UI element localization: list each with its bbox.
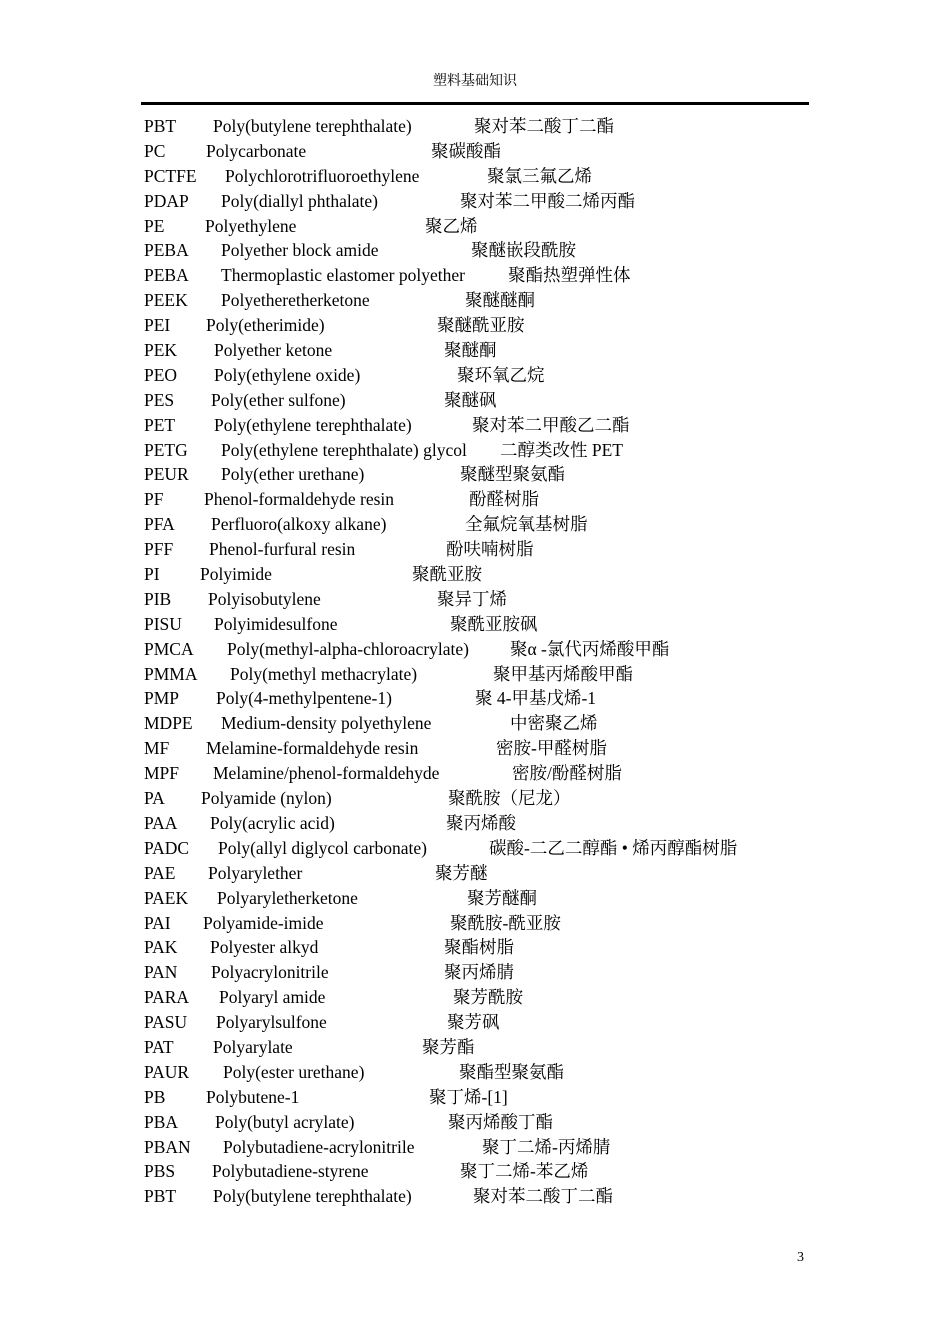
entry-english-name: Melamine/phenol-formaldehyde bbox=[213, 763, 440, 784]
entry-abbreviation: PEUR bbox=[144, 464, 189, 485]
entry-abbreviation: PF bbox=[144, 489, 164, 510]
entry-abbreviation: PDAP bbox=[144, 190, 189, 211]
entry-english-name: Polyarylether bbox=[208, 862, 303, 883]
entry-english-name: Phenol-formaldehyde resin bbox=[204, 489, 395, 510]
entry-abbreviation: PISU bbox=[144, 613, 182, 634]
entry-chinese-name: 聚对苯二甲酸乙二酯 bbox=[472, 414, 630, 435]
entry-chinese-name: 聚醚型聚氨酯 bbox=[460, 464, 565, 485]
entry-english-name: Polyamide-imide bbox=[203, 912, 324, 933]
entry-abbreviation: PBAN bbox=[144, 1136, 191, 1157]
entry-chinese-name: 聚芳醚酮 bbox=[467, 887, 537, 908]
entry-abbreviation: PBA bbox=[144, 1111, 179, 1132]
entry-chinese-name: 聚醚砜 bbox=[444, 389, 497, 410]
entry-chinese-name: 聚 4-甲基戊烯-1 bbox=[475, 688, 597, 709]
entry-abbreviation: PMP bbox=[144, 688, 180, 709]
header-rule bbox=[141, 102, 809, 105]
entry-english-name: Poly(methyl methacrylate) bbox=[230, 663, 418, 684]
entry-english-name: Polyethylene bbox=[205, 215, 297, 236]
entry-abbreviation: PET bbox=[144, 414, 176, 435]
entry-abbreviation: PMMA bbox=[144, 663, 198, 684]
entry-chinese-name: 聚氯三氟乙烯 bbox=[487, 165, 592, 186]
entry-chinese-name: 聚芳酰胺 bbox=[453, 987, 523, 1008]
entry-chinese-name: 聚芳醚 bbox=[435, 862, 488, 883]
entry-english-name: Polyether block amide bbox=[221, 240, 379, 261]
entry-abbreviation: PAE bbox=[144, 862, 176, 883]
entry-english-name: Thermoplastic elastomer polyether bbox=[221, 265, 465, 286]
entry-chinese-name: 聚甲基丙烯酸甲酯 bbox=[493, 663, 633, 684]
entry-english-name: Poly(acrylic acid) bbox=[210, 812, 335, 833]
entry-english-name: Polyamide (nylon) bbox=[201, 788, 332, 809]
entry-chinese-name: 酚呋喃树脂 bbox=[446, 539, 534, 560]
entry-abbreviation: PAEK bbox=[144, 887, 189, 908]
page-header-title: 塑料基础知识 bbox=[433, 74, 517, 89]
entry-english-name: Poly(methyl-alpha-chloroacrylate) bbox=[227, 638, 469, 659]
entry-abbreviation: PAN bbox=[144, 962, 178, 983]
entry-abbreviation: PFA bbox=[144, 514, 175, 535]
page-number: 3 bbox=[797, 1250, 804, 1265]
entry-english-name: Poly(ester urethane) bbox=[223, 1061, 365, 1082]
entry-abbreviation: PE bbox=[144, 215, 165, 236]
entry-chinese-name: 聚丁烯-[1] bbox=[429, 1086, 508, 1107]
entry-english-name: Polyaryletherketone bbox=[217, 887, 358, 908]
entry-abbreviation: PB bbox=[144, 1086, 166, 1107]
entry-abbreviation: MDPE bbox=[144, 713, 193, 734]
entry-chinese-name: 聚对苯二酸丁二酯 bbox=[473, 1186, 613, 1207]
entry-chinese-name: 聚对苯二甲酸二烯丙酯 bbox=[460, 190, 635, 211]
entry-chinese-name: 聚碳酸酯 bbox=[431, 140, 501, 161]
entry-english-name: Polycarbonate bbox=[206, 140, 307, 161]
entry-english-name: Polyarylate bbox=[213, 1036, 293, 1057]
entry-chinese-name: 聚芳酯 bbox=[422, 1036, 475, 1057]
entry-english-name: Perfluoro(alkoxy alkane) bbox=[211, 514, 387, 535]
entry-chinese-name: 聚乙烯 bbox=[425, 215, 478, 236]
entry-english-name: Phenol-furfural resin bbox=[209, 539, 356, 560]
entry-abbreviation: PASU bbox=[144, 1012, 188, 1033]
entry-english-name: Poly(ether urethane) bbox=[221, 464, 365, 485]
entry-abbreviation: PAUR bbox=[144, 1061, 190, 1082]
entry-english-name: Polyimidesulfone bbox=[214, 613, 338, 634]
entry-chinese-name: 聚酰胺-酰亚胺 bbox=[450, 912, 561, 933]
entry-abbreviation: PMCA bbox=[144, 638, 194, 659]
entry-abbreviation: PEI bbox=[144, 315, 171, 336]
entry-abbreviation: PA bbox=[144, 788, 165, 809]
entry-chinese-name: 聚丁二烯-苯乙烯 bbox=[460, 1161, 589, 1182]
entry-chinese-name: 密胺-甲醛树脂 bbox=[496, 738, 607, 759]
entry-abbreviation: PBS bbox=[144, 1161, 176, 1182]
entry-english-name: Polyetheretherketone bbox=[221, 290, 370, 311]
entry-english-name: Poly(butyl acrylate) bbox=[215, 1111, 355, 1132]
entry-chinese-name: 聚环氧乙烷 bbox=[457, 364, 545, 385]
entry-english-name: Polyester alkyd bbox=[210, 937, 319, 958]
entry-chinese-name: 聚α -氯代丙烯酸甲酯 bbox=[510, 638, 670, 659]
entry-english-name: Poly(ethylene terephthalate) bbox=[214, 414, 412, 435]
entry-abbreviation: PETG bbox=[144, 439, 188, 460]
entry-chinese-name: 中密聚乙烯 bbox=[510, 713, 598, 734]
entry-chinese-name: 聚酯树脂 bbox=[444, 937, 514, 958]
entry-english-name: Poly(ethylene oxide) bbox=[214, 364, 361, 385]
entry-chinese-name: 聚芳砜 bbox=[447, 1012, 500, 1033]
entry-chinese-name: 聚对苯二酸丁二酯 bbox=[474, 116, 614, 136]
entry-chinese-name: 聚醚嵌段酰胺 bbox=[471, 240, 576, 261]
entry-abbreviation: PADC bbox=[144, 837, 190, 858]
entry-chinese-name: 聚酰亚胺砜 bbox=[450, 613, 538, 634]
entry-chinese-name: 聚醚酮 bbox=[444, 340, 497, 361]
entry-english-name: Poly(allyl diglycol carbonate) bbox=[218, 837, 427, 858]
entry-abbreviation: PEK bbox=[144, 340, 178, 361]
entry-english-name: Poly(ethylene terephthalate) glycol bbox=[221, 439, 467, 460]
entry-abbreviation: PBT bbox=[144, 116, 177, 136]
entry-chinese-name: 聚酯热塑弹性体 bbox=[508, 265, 631, 286]
entry-chinese-name: 聚醚酰亚胺 bbox=[437, 315, 525, 336]
entry-english-name: Polyether ketone bbox=[214, 340, 333, 361]
entry-english-name: Polyisobutylene bbox=[208, 588, 321, 609]
entry-english-name: Polybutadiene-acrylonitrile bbox=[223, 1136, 415, 1157]
entry-abbreviation: PARA bbox=[144, 987, 190, 1008]
entry-abbreviation: PAI bbox=[144, 912, 171, 933]
entry-english-name: Poly(4-methylpentene-1) bbox=[216, 688, 392, 709]
entry-chinese-name: 酚醛树脂 bbox=[469, 489, 539, 510]
entry-abbreviation: PES bbox=[144, 389, 175, 410]
entry-english-name: Medium-density polyethylene bbox=[221, 713, 432, 734]
entry-chinese-name: 二醇类改性 PET bbox=[500, 439, 623, 460]
entry-abbreviation: PEO bbox=[144, 364, 178, 385]
entry-english-name: Poly(butylene terephthalate) bbox=[213, 1186, 412, 1207]
entry-chinese-name: 聚丁二烯-丙烯腈 bbox=[482, 1136, 611, 1157]
entry-chinese-name: 碳酸-二乙二醇酯 • 烯丙醇酯树脂 bbox=[489, 837, 738, 858]
entry-abbreviation: PAT bbox=[144, 1036, 174, 1057]
entry-english-name: Polychlorotrifluoroethylene bbox=[225, 165, 420, 186]
entry-abbreviation: PC bbox=[144, 140, 166, 161]
entry-abbreviation: PAA bbox=[144, 812, 178, 833]
entry-chinese-name: 聚丙烯酸丁酯 bbox=[448, 1111, 553, 1132]
entry-chinese-name: 聚异丁烯 bbox=[437, 588, 507, 609]
entry-english-name: Polyarylsulfone bbox=[216, 1012, 327, 1033]
entry-abbreviation: PAK bbox=[144, 937, 178, 958]
entry-chinese-name: 聚丙烯腈 bbox=[444, 962, 514, 983]
entry-abbreviation: MPF bbox=[144, 763, 180, 784]
entry-english-name: Polyacrylonitrile bbox=[211, 962, 329, 983]
entry-english-name: Polybutene-1 bbox=[206, 1086, 300, 1107]
entry-chinese-name: 聚酰亚胺 bbox=[412, 564, 482, 585]
entry-english-name: Poly(butylene terephthalate) bbox=[213, 116, 412, 136]
entry-abbreviation: PFF bbox=[144, 539, 174, 560]
entry-abbreviation: PEBA bbox=[144, 240, 189, 261]
entry-english-name: Polybutadiene-styrene bbox=[212, 1161, 369, 1182]
entry-english-name: Polyimide bbox=[200, 564, 272, 585]
entry-english-name: Poly(ether sulfone) bbox=[211, 389, 346, 410]
entry-abbreviation: PEBA bbox=[144, 265, 189, 286]
entry-chinese-name: 密胺/酚醛树脂 bbox=[512, 763, 622, 784]
entry-abbreviation: PBT bbox=[144, 1186, 177, 1207]
entry-chinese-name: 聚酰胺（尼龙） bbox=[448, 788, 571, 809]
entry-english-name: Polyaryl amide bbox=[219, 987, 326, 1008]
entry-english-name: Melamine-formaldehyde resin bbox=[206, 738, 419, 759]
entry-abbreviation: PCTFE bbox=[144, 165, 197, 186]
entry-chinese-name: 聚丙烯酸 bbox=[446, 812, 516, 833]
entry-abbreviation: PIB bbox=[144, 588, 172, 609]
entry-chinese-name: 聚醚醚酮 bbox=[465, 290, 535, 311]
entry-chinese-name: 聚酯型聚氨酯 bbox=[459, 1061, 564, 1082]
entry-chinese-name: 全氟烷氧基树脂 bbox=[465, 514, 588, 535]
entry-abbreviation: PEEK bbox=[144, 290, 188, 311]
entry-abbreviation: PI bbox=[144, 564, 160, 585]
entry-abbreviation: MF bbox=[144, 738, 170, 759]
entry-english-name: Poly(diallyl phthalate) bbox=[221, 190, 378, 211]
entry-english-name: Poly(etherimide) bbox=[206, 315, 325, 336]
